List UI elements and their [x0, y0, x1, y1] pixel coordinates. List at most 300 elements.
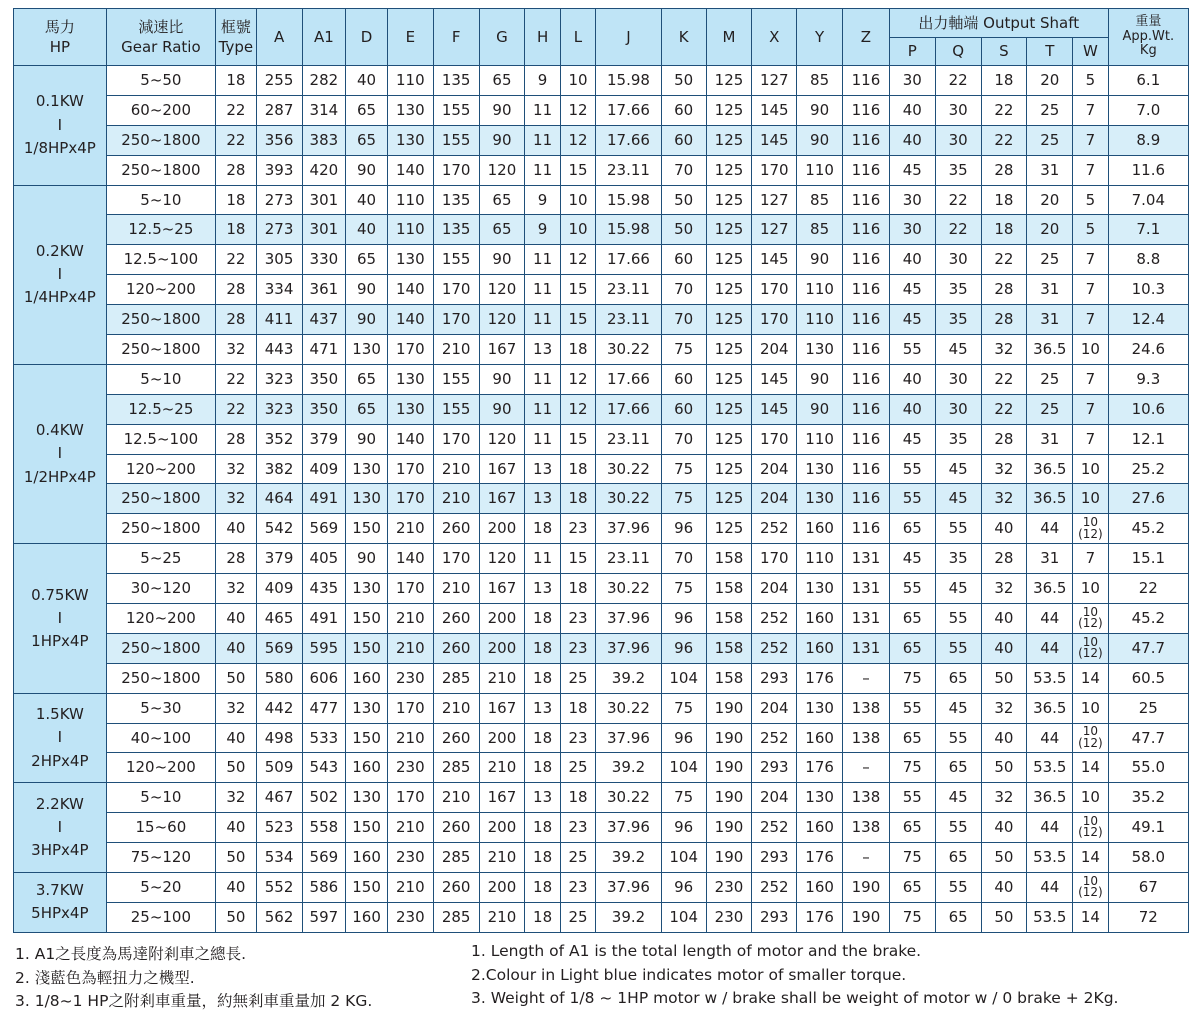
cell-gear-ratio: 250~1800 — [106, 484, 215, 514]
cell-k: 104 — [661, 843, 706, 873]
cell-x: 252 — [752, 604, 797, 634]
cell-j: 37.96 — [596, 514, 662, 544]
stacked-value-part: (12) — [1078, 616, 1103, 631]
cell-g: 120 — [479, 275, 525, 305]
table-row — [14, 125, 1189, 155]
cell-f: 260 — [433, 873, 479, 903]
cell-k: 70 — [661, 544, 706, 574]
cell-z: 131 — [843, 574, 890, 604]
cell-a1: 569 — [302, 843, 346, 873]
cell-k: 50 — [661, 215, 706, 245]
cell-l: 12 — [560, 245, 595, 275]
cell-weight: 15.1 — [1108, 544, 1188, 574]
cell-j: 39.2 — [596, 843, 662, 873]
cell-g: 120 — [479, 424, 525, 454]
stacked-value-part: (12) — [1078, 646, 1103, 661]
hp-label-line: 2.2KW — [35, 794, 84, 813]
header-shaft-w: W — [1073, 38, 1108, 66]
cell-z: 116 — [843, 335, 890, 365]
cell-p: 65 — [889, 633, 935, 663]
cell-w — [1073, 604, 1108, 634]
table-row — [14, 454, 1189, 484]
hp-label-line: 5HPx4P — [31, 904, 89, 923]
cell-m: 158 — [706, 574, 752, 604]
gear-motor-spec-table — [13, 8, 1189, 933]
cell-x: 127 — [752, 185, 797, 215]
cell-weight: 27.6 — [1108, 484, 1188, 514]
cell-f: 210 — [433, 335, 479, 365]
cell-w: 10 — [1073, 335, 1108, 365]
cell-t: 31 — [1027, 305, 1073, 335]
cell-l: 25 — [560, 843, 595, 873]
cell-z: 116 — [843, 66, 890, 96]
cell-k: 75 — [661, 454, 706, 484]
cell-h: 18 — [525, 604, 560, 634]
cell-a: 442 — [256, 693, 302, 723]
cell-type: 22 — [216, 95, 257, 125]
table-row — [14, 723, 1189, 753]
cell-f: 210 — [433, 783, 479, 813]
cell-p: 45 — [889, 275, 935, 305]
cell-f: 155 — [433, 95, 479, 125]
cell-f: 260 — [433, 514, 479, 544]
cell-k: 96 — [661, 813, 706, 843]
cell-a: 273 — [256, 185, 302, 215]
cell-y: 160 — [797, 633, 843, 663]
cell-s: 22 — [981, 95, 1027, 125]
cell-g: 120 — [479, 305, 525, 335]
header-dim-d: D — [346, 9, 388, 66]
cell-f: 210 — [433, 574, 479, 604]
hp-label-line: 3.7KW — [35, 881, 84, 900]
cell-p: 65 — [889, 813, 935, 843]
cell-e: 230 — [387, 753, 433, 783]
hp-group-label — [14, 873, 107, 933]
cell-gear-ratio: 5~10 — [106, 185, 215, 215]
cell-h: 11 — [525, 544, 560, 574]
cell-t: 25 — [1027, 245, 1073, 275]
cell-gear-ratio: 250~1800 — [106, 663, 215, 693]
cell-p: 55 — [889, 454, 935, 484]
cell-y: 176 — [797, 902, 843, 932]
cell-t: 53.5 — [1027, 753, 1073, 783]
cell-l: 10 — [560, 185, 595, 215]
cell-h: 11 — [525, 424, 560, 454]
cell-a1: 491 — [302, 604, 346, 634]
cell-k: 96 — [661, 633, 706, 663]
table-row — [14, 693, 1189, 723]
cell-y: 160 — [797, 873, 843, 903]
cell-weight: 6.1 — [1108, 66, 1188, 96]
cell-f: 260 — [433, 813, 479, 843]
cell-z: – — [843, 753, 890, 783]
cell-k: 60 — [661, 95, 706, 125]
cell-q: 30 — [935, 95, 981, 125]
cell-l: 12 — [560, 364, 595, 394]
cell-a: 393 — [256, 155, 302, 185]
cell-gear-ratio: 12.5~100 — [106, 424, 215, 454]
cell-m: 125 — [706, 424, 752, 454]
table-header — [14, 9, 1189, 66]
cell-z: – — [843, 843, 890, 873]
cell-w: 7 — [1073, 275, 1108, 305]
cell-g: 65 — [479, 66, 525, 96]
cell-q: 45 — [935, 484, 981, 514]
cell-s: 32 — [981, 484, 1027, 514]
cell-k: 70 — [661, 424, 706, 454]
cell-j: 37.96 — [596, 723, 662, 753]
cell-gear-ratio: 250~1800 — [106, 125, 215, 155]
cell-weight: 60.5 — [1108, 663, 1188, 693]
cell-s: 32 — [981, 693, 1027, 723]
cell-a1: 597 — [302, 902, 346, 932]
cell-e: 210 — [387, 723, 433, 753]
stacked-value-part: (12) — [1078, 885, 1103, 900]
cell-q: 30 — [935, 125, 981, 155]
cell-w: 5 — [1073, 66, 1108, 96]
cell-s: 40 — [981, 873, 1027, 903]
cell-a: 411 — [256, 305, 302, 335]
cell-t: 31 — [1027, 424, 1073, 454]
cell-t: 44 — [1027, 633, 1073, 663]
cell-a: 465 — [256, 604, 302, 634]
cell-x: 170 — [752, 305, 797, 335]
table-row — [14, 364, 1189, 394]
cell-a1: 314 — [302, 95, 346, 125]
cell-e: 230 — [387, 843, 433, 873]
stacked-value — [1078, 816, 1103, 839]
cell-q: 55 — [935, 514, 981, 544]
cell-j: 37.96 — [596, 813, 662, 843]
cell-k: 70 — [661, 275, 706, 305]
table-row — [14, 544, 1189, 574]
cell-e: 130 — [387, 125, 433, 155]
cell-m: 125 — [706, 245, 752, 275]
cell-g: 200 — [479, 723, 525, 753]
cell-s: 28 — [981, 544, 1027, 574]
cell-m: 158 — [706, 544, 752, 574]
hp-label-line: 1HPx4P — [31, 632, 89, 651]
cell-y: 176 — [797, 753, 843, 783]
cell-h: 13 — [525, 454, 560, 484]
cell-e: 170 — [387, 574, 433, 604]
cell-p: 55 — [889, 783, 935, 813]
cell-a: 498 — [256, 723, 302, 753]
cell-q: 65 — [935, 663, 981, 693]
hp-label-line: 3HPx4P — [31, 841, 89, 860]
cell-j: 17.66 — [596, 394, 662, 424]
cell-g: 65 — [479, 215, 525, 245]
cell-w: 7 — [1073, 95, 1108, 125]
cell-x: 170 — [752, 544, 797, 574]
cell-x: 293 — [752, 843, 797, 873]
cell-p: 55 — [889, 484, 935, 514]
cell-weight: 7.1 — [1108, 215, 1188, 245]
cell-w: 14 — [1073, 753, 1108, 783]
footnote-zh-3: 3. 1/8~1 HP之附剎車重量，約無剎車重量加 2 KG. — [15, 992, 373, 1010]
cell-x: 293 — [752, 902, 797, 932]
cell-gear-ratio: 250~1800 — [106, 155, 215, 185]
cell-a1: 533 — [302, 723, 346, 753]
cell-gear-ratio: 40~100 — [106, 723, 215, 753]
header-dim-g: G — [479, 9, 525, 66]
cell-p: 40 — [889, 125, 935, 155]
cell-p: 30 — [889, 185, 935, 215]
cell-x: 145 — [752, 364, 797, 394]
cell-h: 18 — [525, 843, 560, 873]
cell-g: 200 — [479, 813, 525, 843]
cell-q: 45 — [935, 783, 981, 813]
cell-a1: 471 — [302, 335, 346, 365]
cell-f: 170 — [433, 424, 479, 454]
cell-d: 130 — [346, 484, 388, 514]
header-shaft-p: P — [889, 38, 935, 66]
cell-d: 90 — [346, 305, 388, 335]
cell-j: 30.22 — [596, 335, 662, 365]
cell-e: 230 — [387, 663, 433, 693]
cell-x: 204 — [752, 693, 797, 723]
cell-weight: 25.2 — [1108, 454, 1188, 484]
cell-l: 12 — [560, 125, 595, 155]
cell-s: 18 — [981, 185, 1027, 215]
cell-gear-ratio: 75~120 — [106, 843, 215, 873]
cell-a: 305 — [256, 245, 302, 275]
cell-w: 7 — [1073, 245, 1108, 275]
cell-w — [1073, 514, 1108, 544]
cell-z: 116 — [843, 484, 890, 514]
cell-t: 53.5 — [1027, 902, 1073, 932]
hp-label-line: 1/8HPx4P — [23, 138, 96, 157]
cell-type: 32 — [216, 693, 257, 723]
cell-s: 28 — [981, 424, 1027, 454]
header-type: 框號 Type — [216, 9, 257, 66]
cell-g: 120 — [479, 544, 525, 574]
cell-f: 155 — [433, 394, 479, 424]
cell-gear-ratio: 5~50 — [106, 66, 215, 96]
cell-g: 200 — [479, 873, 525, 903]
stacked-value-part: 10 — [1082, 515, 1099, 530]
table-row — [14, 275, 1189, 305]
cell-e: 170 — [387, 484, 433, 514]
cell-q: 55 — [935, 604, 981, 634]
cell-d: 130 — [346, 454, 388, 484]
cell-h: 13 — [525, 693, 560, 723]
cell-w: 7 — [1073, 125, 1108, 155]
cell-p: 45 — [889, 544, 935, 574]
cell-y: 85 — [797, 215, 843, 245]
cell-f: 210 — [433, 454, 479, 484]
cell-z: 138 — [843, 783, 890, 813]
cell-p: 45 — [889, 424, 935, 454]
cell-f: 285 — [433, 753, 479, 783]
cell-type: 22 — [216, 364, 257, 394]
cell-s: 28 — [981, 305, 1027, 335]
cell-q: 55 — [935, 873, 981, 903]
cell-a: 255 — [256, 66, 302, 96]
cell-f: 170 — [433, 305, 479, 335]
cell-type: 32 — [216, 484, 257, 514]
hp-label-line: I — [57, 608, 63, 627]
cell-k: 104 — [661, 663, 706, 693]
cell-j: 23.11 — [596, 544, 662, 574]
cell-f: 260 — [433, 723, 479, 753]
cell-weight: 11.6 — [1108, 155, 1188, 185]
cell-m: 125 — [706, 275, 752, 305]
cell-weight: 67 — [1108, 873, 1188, 903]
cell-a: 443 — [256, 335, 302, 365]
cell-g: 200 — [479, 604, 525, 634]
cell-z: 116 — [843, 155, 890, 185]
cell-d: 150 — [346, 873, 388, 903]
cell-z: – — [843, 663, 890, 693]
cell-weight: 49.1 — [1108, 813, 1188, 843]
cell-h: 18 — [525, 813, 560, 843]
cell-d: 130 — [346, 693, 388, 723]
cell-l: 12 — [560, 394, 595, 424]
cell-p: 45 — [889, 155, 935, 185]
cell-x: 252 — [752, 514, 797, 544]
cell-a1: 361 — [302, 275, 346, 305]
cell-e: 170 — [387, 693, 433, 723]
cell-q: 35 — [935, 155, 981, 185]
cell-m: 190 — [706, 753, 752, 783]
header-dim-y: Y — [797, 9, 843, 66]
cell-a1: 543 — [302, 753, 346, 783]
cell-m: 190 — [706, 693, 752, 723]
cell-t: 31 — [1027, 544, 1073, 574]
table-row — [14, 424, 1189, 454]
cell-w: 7 — [1073, 544, 1108, 574]
cell-g: 90 — [479, 394, 525, 424]
cell-a: 534 — [256, 843, 302, 873]
cell-type: 32 — [216, 574, 257, 604]
cell-type: 28 — [216, 275, 257, 305]
cell-w: 10 — [1073, 454, 1108, 484]
cell-weight: 47.7 — [1108, 633, 1188, 663]
cell-a1: 437 — [302, 305, 346, 335]
cell-y: 130 — [797, 693, 843, 723]
cell-m: 230 — [706, 873, 752, 903]
cell-weight: 45.2 — [1108, 514, 1188, 544]
cell-l: 15 — [560, 275, 595, 305]
hp-label-line: 0.1KW — [35, 92, 84, 111]
cell-e: 140 — [387, 275, 433, 305]
cell-gear-ratio: 120~200 — [106, 454, 215, 484]
cell-p: 40 — [889, 394, 935, 424]
cell-w — [1073, 873, 1108, 903]
cell-gear-ratio: 12.5~25 — [106, 394, 215, 424]
cell-h: 13 — [525, 484, 560, 514]
cell-j: 39.2 — [596, 902, 662, 932]
cell-j: 17.66 — [596, 125, 662, 155]
cell-weight: 25 — [1108, 693, 1188, 723]
cell-a: 569 — [256, 633, 302, 663]
cell-t: 36.5 — [1027, 454, 1073, 484]
cell-t: 44 — [1027, 873, 1073, 903]
cell-a1: 569 — [302, 514, 346, 544]
cell-a1: 420 — [302, 155, 346, 185]
cell-z: 116 — [843, 514, 890, 544]
cell-t: 44 — [1027, 514, 1073, 544]
cell-x: 252 — [752, 813, 797, 843]
header-hp: 馬力 HP — [14, 9, 107, 66]
cell-f: 170 — [433, 544, 479, 574]
cell-k: 60 — [661, 364, 706, 394]
stacked-value — [1078, 604, 1103, 631]
cell-weight: 10.3 — [1108, 275, 1188, 305]
cell-z: 190 — [843, 873, 890, 903]
cell-k: 70 — [661, 305, 706, 335]
cell-a: 323 — [256, 364, 302, 394]
cell-s: 50 — [981, 843, 1027, 873]
cell-q: 45 — [935, 693, 981, 723]
cell-a: 523 — [256, 813, 302, 843]
cell-q: 30 — [935, 245, 981, 275]
cell-q: 45 — [935, 335, 981, 365]
cell-d: 150 — [346, 604, 388, 634]
cell-y: 110 — [797, 424, 843, 454]
cell-d: 160 — [346, 843, 388, 873]
table-row — [14, 604, 1189, 634]
cell-t: 44 — [1027, 723, 1073, 753]
cell-weight: 7.04 — [1108, 185, 1188, 215]
cell-q: 30 — [935, 364, 981, 394]
cell-m: 190 — [706, 813, 752, 843]
cell-weight: 8.8 — [1108, 245, 1188, 275]
cell-m: 125 — [706, 394, 752, 424]
cell-k: 60 — [661, 394, 706, 424]
cell-a1: 379 — [302, 424, 346, 454]
header-dim-a: A — [256, 9, 302, 66]
stacked-value-part: (12) — [1078, 825, 1103, 840]
cell-x: 170 — [752, 155, 797, 185]
header-shaft-t: T — [1027, 38, 1073, 66]
header-dim-k: K — [661, 9, 706, 66]
cell-weight: 35.2 — [1108, 783, 1188, 813]
cell-d: 65 — [346, 125, 388, 155]
cell-d: 40 — [346, 215, 388, 245]
cell-w: 7 — [1073, 364, 1108, 394]
cell-a1: 558 — [302, 813, 346, 843]
cell-l: 18 — [560, 574, 595, 604]
cell-k: 96 — [661, 873, 706, 903]
cell-g: 210 — [479, 753, 525, 783]
cell-q: 22 — [935, 215, 981, 245]
cell-gear-ratio: 30~120 — [106, 574, 215, 604]
cell-p: 40 — [889, 245, 935, 275]
cell-w: 7 — [1073, 305, 1108, 335]
cell-f: 210 — [433, 484, 479, 514]
cell-a1: 586 — [302, 873, 346, 903]
cell-m: 125 — [706, 514, 752, 544]
cell-weight: 47.7 — [1108, 723, 1188, 753]
cell-g: 90 — [479, 95, 525, 125]
stacked-value — [1078, 634, 1103, 661]
cell-a1: 405 — [302, 544, 346, 574]
cell-j: 37.96 — [596, 873, 662, 903]
cell-t: 25 — [1027, 364, 1073, 394]
cell-s: 40 — [981, 813, 1027, 843]
table-row — [14, 873, 1189, 903]
cell-type: 40 — [216, 514, 257, 544]
cell-gear-ratio: 5~10 — [106, 364, 215, 394]
cell-l: 10 — [560, 215, 595, 245]
header-dim-a1: A1 — [302, 9, 346, 66]
cell-h: 18 — [525, 633, 560, 663]
cell-weight: 9.3 — [1108, 364, 1188, 394]
cell-l: 23 — [560, 514, 595, 544]
cell-h: 9 — [525, 215, 560, 245]
